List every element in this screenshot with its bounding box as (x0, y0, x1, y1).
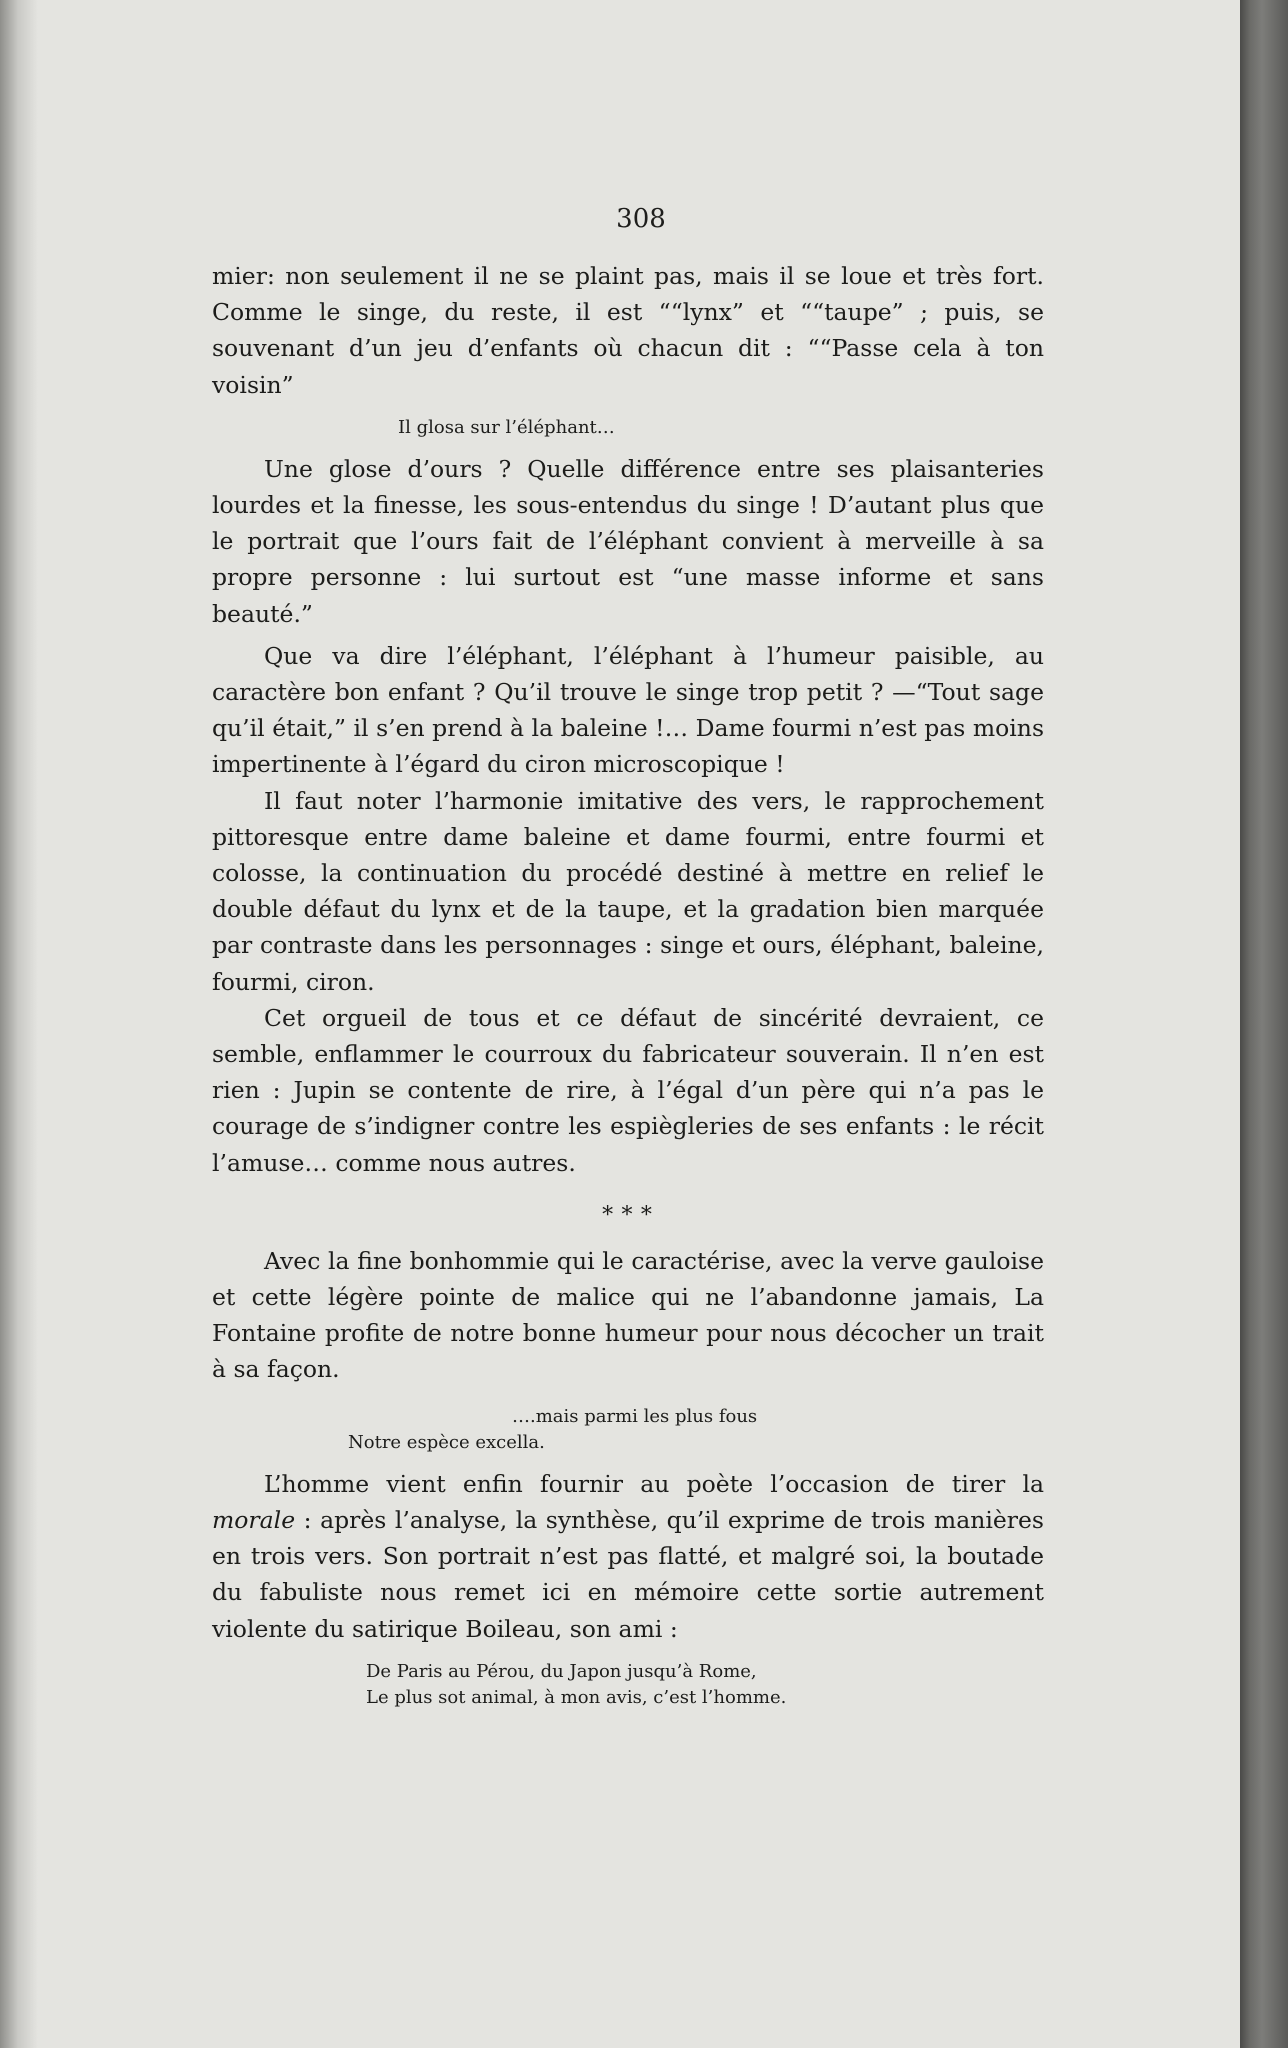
page-body (212, 258, 1044, 1721)
verse-line: Notre espèce excella. (348, 1431, 545, 1453)
page-right-edge-shadow (1240, 0, 1288, 2048)
paragraph-glose-ours: Une glose d’ours ? Quelle différence entre ses plaisanteries lourdes et la finesse, les sous-entendus du singe ! D’autant plus que le portrait que l’ours fait de l’éléphant convient à merveille à sa propre personne : lui surtout est “une masse informe et sans beauté.” (212, 454, 1044, 628)
paragraph-bonhommie: Avec la fine bonhommie qui le caractérise, avec la verve gauloise et cette légère pointe de malice qui ne l’abandonne jamais, La Fontaine profite de notre bonne humeur pour nous décocher un trait à sa façon. (212, 1246, 1044, 1384)
verse-quote-elephant: Il glosa sur l’éléphant… (398, 416, 615, 438)
paragraph-orgueil: Cet orgueil de tous et ce défaut de sincérité devraient, ce semble, enflammer le courroux du fabricateur souverain. Il n’en est rien : Jupin se contente de rire, à l’égal d’un père qui n’a pas le courage de s’indigner contre les espiègleries de ses enfants : le récit l’amuse… comme nous autres. (212, 1003, 1044, 1177)
verse-quote-espece (212, 1404, 1044, 1456)
italic-word-morale: morale (212, 1505, 296, 1534)
paragraph-homme (212, 1466, 1044, 1647)
verse-line: Le plus sot animal, à mon avis, c’est l’homme. (366, 1686, 787, 1708)
paragraph-harmonie: Il faut noter l’harmonie imitative des vers, le rapprochement pittoresque entre dame baleine et dame fourmi, entre fourmi et colosse, la continuation du procédé destiné à mettre en relief le double défaut du lynx et de la taupe, et la gradation bien marquée par contraste dans les personnages : singe et ours, éléphant, baleine, fourmi, ciron. (212, 786, 1044, 996)
page-gutter-shadow (0, 0, 38, 2048)
verse-quote-boileau (212, 1659, 1044, 1711)
paragraph-text: L’homme vient enfin fournir au poète l’occasion de tirer la (264, 1469, 1044, 1498)
section-separator-asterism: * * * (602, 1202, 654, 1228)
paragraph-elephant: Que va dire l’éléphant, l’éléphant à l’humeur paisible, au caractère bon enfant ? Qu’il trouve le singe trop petit ? —“Tout sage qu’il était,” il s’en prend à la baleine !… Dame fourmi n’est pas moins impertinente à l’égard du ciron microscopique ! (212, 641, 1044, 779)
paragraph-text: : après l’analyse, la synthèse, qu’il exprime de trois manières en trois vers. Son portrait n’est pas flatté, et malgré soi, la boutade du fabuliste nous remet ici en mémoire cette sortie autrement violente du satirique Boileau, son ami : (212, 1505, 1044, 1643)
verse-line: De Paris au Pérou, du Japon jusqu’à Rome, (366, 1660, 757, 1682)
page-number: 308 (616, 204, 666, 234)
paragraph-continuation: mier: non seulement il ne se plaint pas, mais il se loue et très fort. Comme le singe, du reste, il est ““lynx” et ““taupe” ; puis, se souvenant d’un jeu d’enfants où chacun dit : ““Passe cela à ton voisin” (212, 262, 1044, 399)
verse-line: ….mais parmi les plus fous (512, 1405, 758, 1427)
